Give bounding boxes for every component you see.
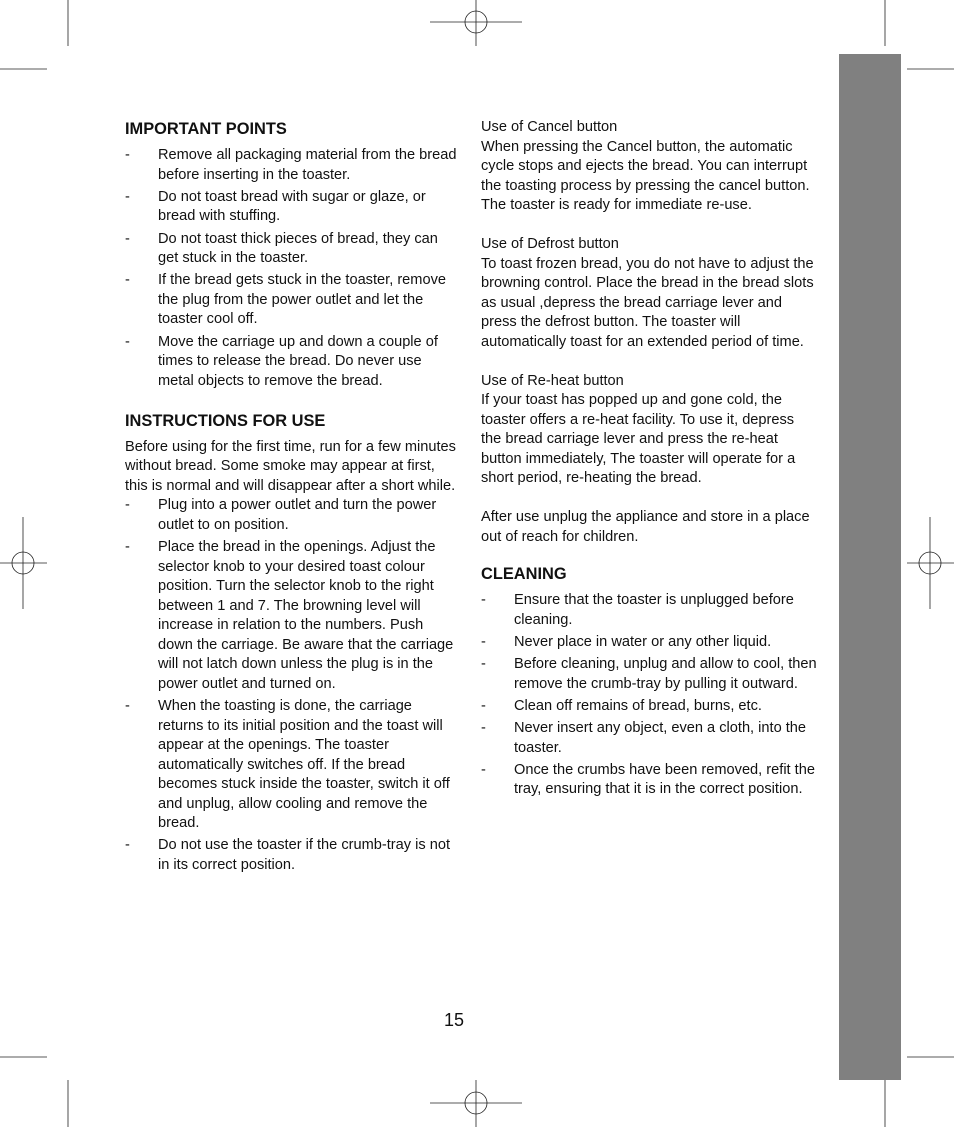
bullet-dash: - bbox=[481, 592, 486, 608]
instructions-list bbox=[125, 496, 457, 875]
important-points-list bbox=[125, 146, 457, 391]
defrost-button-heading: Use of Defrost button bbox=[481, 236, 619, 252]
important-points-heading: IMPORTANT POINTS bbox=[125, 120, 287, 138]
left-column bbox=[125, 118, 457, 878]
after-use-text: After use unplug the appliance and store in a place out of reach for children. bbox=[481, 509, 810, 545]
list-item: - Do not use the toaster if the crumb-tray is not in its correct position. bbox=[125, 837, 451, 873]
list-item: - Do not toast thick pieces of bread, they can get stuck in the toaster. bbox=[125, 230, 438, 267]
list-item: - Plug into a power outlet and turn the power outlet to on position. bbox=[125, 497, 437, 533]
list-item: - When the toasting is done, the carriage returns to its initial position and the toast will appear at the openings. The toaster automatically switches off. If the bread becomes stuck inside the toaster, switch it off and unplug, allow cooling and remove the bread. bbox=[125, 698, 450, 832]
reheat-button-text: If your toast has popped up and gone cold, the toaster offers a re-heat facility. To use it, depress the bread carriage lever and press the re-heat button immediately, The toaster will operate for a short period, re-heating the bread. bbox=[481, 392, 796, 486]
list-item: - Never place in water or any other liquid. bbox=[481, 633, 817, 653]
list-item: - Once the crumbs have been removed, refit the tray, ensuring that it is in the correct position. bbox=[481, 761, 815, 798]
bullet-dash: - bbox=[481, 633, 486, 650]
side-color-bar bbox=[839, 54, 901, 1080]
bullet-dash: - bbox=[481, 697, 486, 714]
list-item: - Move the carriage up and down a couple of times to release the bread. Do never use metal objects to remove the bread. bbox=[125, 333, 438, 389]
bullet-dash: - bbox=[125, 837, 130, 854]
bullet-dash: - bbox=[481, 761, 486, 778]
cancel-button-heading: Use of Cancel button bbox=[481, 119, 618, 135]
right-column bbox=[481, 118, 817, 803]
list-item: - Before cleaning, unplug and allow to cool, then remove the crumb-tray by pulling it outward. bbox=[481, 656, 817, 692]
cleaning-list bbox=[481, 591, 817, 800]
instructions-intro: Before using for the first time, run for a few minutes without bread. Some smoke may appear at first, this is normal and will disappear after a short while. bbox=[125, 438, 456, 494]
list-item: - Place the bread in the openings. Adjust the selector knob to your desired toast colour position. Turn the selector knob to the right between 1 and 7. The browning level will increase in relation to the numbers. Push down the carriage. Be aware that the carriage will not latch down unless the plug is in the power outlet and turned on. bbox=[125, 539, 454, 692]
list-item: - Clean off remains of bread, burns, etc. bbox=[481, 697, 817, 717]
list-item: - Ensure that the toaster is unplugged before cleaning. bbox=[481, 592, 794, 628]
bullet-dash: - bbox=[125, 188, 130, 205]
list-item: - Never insert any object, even a cloth, into the toaster. bbox=[481, 720, 807, 756]
defrost-button-text: To toast frozen bread, you do not have to adjust the browning control. Place the bread in the bread slots as usual ,depress the bread carriage lever and press the defrost button. The toaster will automatically toast for an extended period of time. bbox=[481, 255, 814, 350]
bullet-dash: - bbox=[125, 272, 130, 289]
cancel-button-text: When pressing the Cancel button, the automatic cycle stops and ejects the bread. You can interrupt the toasting process by pressing the cancel button. The toaster is ready for immediate re-use. bbox=[481, 138, 810, 213]
bullet-dash: - bbox=[125, 333, 130, 350]
reheat-button-heading: Use of Re-heat button bbox=[481, 372, 624, 389]
bullet-dash: - bbox=[125, 497, 130, 514]
bullet-dash: - bbox=[481, 720, 486, 737]
list-item: - Remove all packaging material from the bread before inserting in the toaster. bbox=[125, 147, 457, 183]
bullet-dash: - bbox=[125, 698, 130, 715]
bullet-dash: - bbox=[125, 230, 130, 247]
list-item: - Do not toast bread with sugar or glaze, or bread with stuffing. bbox=[125, 188, 426, 225]
page-number: 15 bbox=[443, 1010, 465, 1030]
instructions-heading: INSTRUCTIONS FOR USE bbox=[125, 411, 326, 430]
bullet-dash: - bbox=[125, 539, 130, 556]
cleaning-heading: CLEANING bbox=[481, 565, 567, 583]
bullet-dash: - bbox=[481, 656, 486, 673]
bullet-dash: - bbox=[125, 147, 130, 163]
list-item: - If the bread gets stuck in the toaster, remove the plug from the power outlet and let the toaster cool off. bbox=[125, 272, 446, 328]
